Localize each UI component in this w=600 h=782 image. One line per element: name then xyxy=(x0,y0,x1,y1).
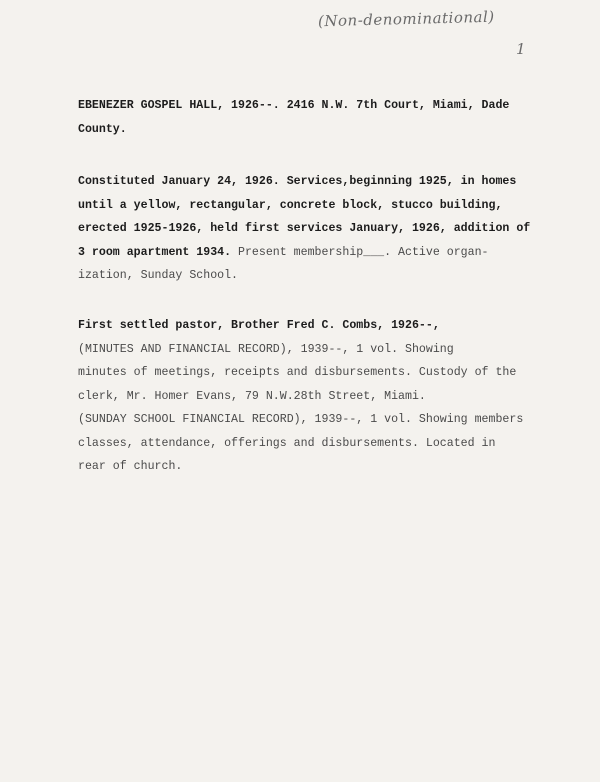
history-line: ization, Sunday School. xyxy=(78,269,239,282)
header-line: County. xyxy=(78,122,127,136)
handwritten-mark: 1 xyxy=(516,40,526,58)
records-line: minutes of meetings, receipts and disbursements. Custody of the xyxy=(78,366,517,379)
header-line: EBENEZER GOSPEL HALL, 1926--. 2416 N.W. 7th Court, Miami, Dade xyxy=(78,99,510,112)
entry-header xyxy=(78,94,558,141)
records-line: (SUNDAY SCHOOL FINANCIAL RECORD), 1939--, 1 vol. Showing members xyxy=(78,413,524,426)
history-line: Constituted January 24, 1926. Services,beginning 1925, in homes xyxy=(78,175,517,188)
history-line: erected 1925-1926, held first services January, 1926, addition of xyxy=(78,222,531,235)
history-line-bold: 3 room apartment 1934. xyxy=(78,245,232,259)
records-line: First settled pastor, Brother Fred C. Combs, 1926--, xyxy=(78,319,440,332)
records-paragraph xyxy=(78,314,558,479)
records-line: (MINUTES AND FINANCIAL RECORD), 1939--, 1 vol. Showing xyxy=(78,342,454,356)
handwritten-annotation: (Non-denominational) xyxy=(317,7,495,31)
history-line: until a yellow, rectangular, concrete block, stucco building, xyxy=(78,198,503,212)
records-line: classes, attendance, offerings and disbursements. Located in xyxy=(78,436,496,450)
history-paragraph xyxy=(78,170,558,288)
history-line-tail: Present membership___. Active organ- xyxy=(231,245,489,259)
records-line: clerk, Mr. Homer Evans, 79 N.W.28th Street, Miami. xyxy=(78,389,426,403)
records-line: rear of church. xyxy=(78,460,183,473)
history-line xyxy=(78,241,558,265)
